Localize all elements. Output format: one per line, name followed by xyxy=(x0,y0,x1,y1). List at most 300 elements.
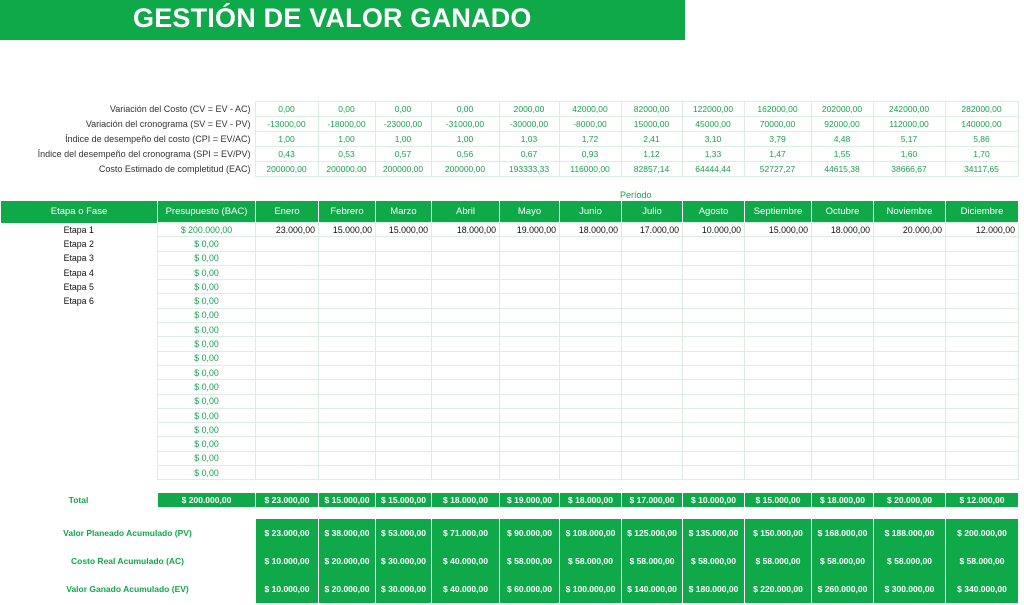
month-cell[interactable] xyxy=(376,337,432,351)
month-cell[interactable]: 17.000,00 xyxy=(622,223,683,237)
month-cell[interactable] xyxy=(946,251,1019,265)
month-cell[interactable] xyxy=(319,351,376,365)
month-cell[interactable] xyxy=(256,423,319,437)
month-cell[interactable] xyxy=(622,394,683,408)
month-cell[interactable] xyxy=(812,408,874,422)
metric-cell[interactable]: 0,67 xyxy=(499,147,559,162)
month-cell[interactable] xyxy=(874,323,946,337)
month-cell[interactable] xyxy=(622,437,683,451)
month-cell[interactable] xyxy=(560,323,622,337)
month-cell[interactable] xyxy=(319,265,376,279)
month-cell[interactable] xyxy=(874,451,946,465)
month-cell[interactable] xyxy=(560,337,622,351)
month-cell[interactable] xyxy=(946,380,1019,394)
metric-cell[interactable]: -13000,00 xyxy=(255,117,318,132)
month-cell[interactable] xyxy=(560,451,622,465)
month-cell[interactable] xyxy=(432,437,500,451)
month-cell[interactable] xyxy=(256,351,319,365)
metric-cell[interactable]: 202000,00 xyxy=(811,102,873,117)
month-cell[interactable] xyxy=(745,451,812,465)
month-cell[interactable] xyxy=(874,351,946,365)
month-cell[interactable] xyxy=(874,380,946,394)
month-cell[interactable] xyxy=(812,365,874,379)
metric-cell[interactable]: -23000,00 xyxy=(375,117,431,132)
month-cell[interactable] xyxy=(560,237,622,251)
stage-budget[interactable]: $ 0,00 xyxy=(158,380,256,394)
month-cell[interactable] xyxy=(319,323,376,337)
month-cell[interactable] xyxy=(622,337,683,351)
month-cell[interactable]: 18.000,00 xyxy=(560,223,622,237)
stage-budget[interactable]: $ 200.000,00 xyxy=(158,223,256,237)
metric-cell[interactable]: 0,00 xyxy=(431,102,499,117)
month-cell[interactable] xyxy=(745,394,812,408)
metric-cell[interactable]: 64444,44 xyxy=(682,162,744,177)
stage-budget[interactable]: $ 0,00 xyxy=(158,280,256,294)
month-cell[interactable] xyxy=(500,237,560,251)
month-cell[interactable] xyxy=(256,394,319,408)
month-cell[interactable] xyxy=(946,466,1019,480)
month-cell[interactable] xyxy=(319,423,376,437)
month-cell[interactable] xyxy=(560,351,622,365)
month-cell[interactable] xyxy=(812,351,874,365)
month-cell[interactable]: 20.000,00 xyxy=(874,223,946,237)
metric-cell[interactable]: 2,41 xyxy=(621,132,682,147)
month-cell[interactable] xyxy=(432,294,500,308)
metric-cell[interactable]: 0,00 xyxy=(375,102,431,117)
month-cell[interactable] xyxy=(560,408,622,422)
month-cell[interactable] xyxy=(500,351,560,365)
month-cell[interactable] xyxy=(745,294,812,308)
stage-name[interactable] xyxy=(1,323,158,337)
metric-cell[interactable]: 162000,00 xyxy=(744,102,811,117)
month-cell[interactable] xyxy=(946,408,1019,422)
month-cell[interactable] xyxy=(319,365,376,379)
month-cell[interactable] xyxy=(745,423,812,437)
metric-cell[interactable]: 1,00 xyxy=(318,132,375,147)
month-cell[interactable] xyxy=(256,380,319,394)
month-cell[interactable] xyxy=(376,351,432,365)
month-cell[interactable] xyxy=(874,365,946,379)
metric-cell[interactable]: 200000,00 xyxy=(431,162,499,177)
month-cell[interactable] xyxy=(319,380,376,394)
month-cell[interactable] xyxy=(560,437,622,451)
month-cell[interactable] xyxy=(874,308,946,322)
month-cell[interactable] xyxy=(500,394,560,408)
month-cell[interactable] xyxy=(256,451,319,465)
month-cell[interactable] xyxy=(319,280,376,294)
metric-cell[interactable]: 1,60 xyxy=(873,147,945,162)
month-cell[interactable] xyxy=(432,394,500,408)
month-cell[interactable] xyxy=(432,323,500,337)
month-cell[interactable] xyxy=(812,265,874,279)
stage-budget[interactable]: $ 0,00 xyxy=(158,423,256,437)
metric-cell[interactable]: 140000,00 xyxy=(945,117,1018,132)
stage-name[interactable]: Etapa 5 xyxy=(63,281,94,292)
metric-cell[interactable]: 1,70 xyxy=(945,147,1018,162)
month-cell[interactable] xyxy=(376,380,432,394)
month-cell[interactable] xyxy=(500,437,560,451)
month-cell[interactable] xyxy=(500,323,560,337)
month-cell[interactable] xyxy=(946,337,1019,351)
month-cell[interactable] xyxy=(432,408,500,422)
month-cell[interactable] xyxy=(683,323,745,337)
metric-cell[interactable]: 1,12 xyxy=(621,147,682,162)
month-cell[interactable] xyxy=(560,466,622,480)
metric-cell[interactable]: -18000,00 xyxy=(318,117,375,132)
month-cell[interactable] xyxy=(622,380,683,394)
month-cell[interactable]: 19.000,00 xyxy=(500,223,560,237)
month-cell[interactable] xyxy=(683,437,745,451)
month-cell[interactable] xyxy=(256,265,319,279)
month-cell[interactable] xyxy=(500,365,560,379)
month-cell[interactable] xyxy=(622,408,683,422)
month-cell[interactable] xyxy=(745,265,812,279)
month-cell[interactable] xyxy=(256,408,319,422)
month-cell[interactable] xyxy=(874,408,946,422)
month-cell[interactable] xyxy=(622,351,683,365)
stage-name[interactable] xyxy=(1,380,158,394)
month-cell[interactable] xyxy=(560,265,622,279)
metric-cell[interactable]: 282000,00 xyxy=(945,102,1018,117)
month-cell[interactable] xyxy=(319,437,376,451)
month-cell[interactable] xyxy=(376,423,432,437)
month-cell[interactable] xyxy=(622,265,683,279)
month-cell[interactable] xyxy=(812,308,874,322)
metric-cell[interactable]: 1,03 xyxy=(499,132,559,147)
month-cell[interactable] xyxy=(319,308,376,322)
month-cell[interactable] xyxy=(500,408,560,422)
metric-cell[interactable]: 0,57 xyxy=(375,147,431,162)
month-cell[interactable] xyxy=(256,251,319,265)
month-cell[interactable] xyxy=(432,380,500,394)
month-cell[interactable] xyxy=(376,394,432,408)
month-cell[interactable] xyxy=(256,280,319,294)
month-cell[interactable] xyxy=(622,308,683,322)
stage-budget[interactable]: $ 0,00 xyxy=(158,437,256,451)
stage-name[interactable] xyxy=(1,466,158,480)
metric-cell[interactable]: 42000,00 xyxy=(559,102,621,117)
month-cell[interactable] xyxy=(622,280,683,294)
month-cell[interactable] xyxy=(376,437,432,451)
month-cell[interactable] xyxy=(683,451,745,465)
metric-cell[interactable]: 1,47 xyxy=(744,147,811,162)
stage-budget[interactable]: $ 0,00 xyxy=(158,365,256,379)
metric-cell[interactable]: 52727,27 xyxy=(744,162,811,177)
month-cell[interactable] xyxy=(432,265,500,279)
stage-name[interactable]: Etapa 1 xyxy=(63,224,94,235)
month-cell[interactable] xyxy=(622,251,683,265)
stage-name[interactable] xyxy=(1,437,158,451)
metric-cell[interactable]: 1,00 xyxy=(255,132,318,147)
month-cell[interactable] xyxy=(812,451,874,465)
month-cell[interactable] xyxy=(812,437,874,451)
stage-budget[interactable]: $ 0,00 xyxy=(158,408,256,422)
metric-cell[interactable]: 0,00 xyxy=(255,102,318,117)
month-cell[interactable] xyxy=(946,423,1019,437)
month-cell[interactable] xyxy=(622,237,683,251)
month-cell[interactable] xyxy=(874,294,946,308)
month-cell[interactable] xyxy=(560,423,622,437)
month-cell[interactable]: 12.000,00 xyxy=(946,223,1019,237)
stage-name[interactable] xyxy=(1,408,158,422)
month-cell[interactable] xyxy=(500,380,560,394)
metric-cell[interactable]: 3,10 xyxy=(682,132,744,147)
month-cell[interactable] xyxy=(432,337,500,351)
month-cell[interactable] xyxy=(874,251,946,265)
stage-budget[interactable]: $ 0,00 xyxy=(158,308,256,322)
month-cell[interactable] xyxy=(745,323,812,337)
stage-name[interactable] xyxy=(1,351,158,365)
month-cell[interactable] xyxy=(622,323,683,337)
month-cell[interactable] xyxy=(432,308,500,322)
month-cell[interactable] xyxy=(745,365,812,379)
metric-cell[interactable]: 0,93 xyxy=(559,147,621,162)
stage-name[interactable]: Etapa 6 xyxy=(63,296,94,307)
month-cell[interactable] xyxy=(946,237,1019,251)
metric-cell[interactable]: 82000,00 xyxy=(621,102,682,117)
month-cell[interactable] xyxy=(683,280,745,294)
month-cell[interactable] xyxy=(560,251,622,265)
month-cell[interactable]: 18.000,00 xyxy=(812,223,874,237)
metric-cell[interactable]: 1,55 xyxy=(811,147,873,162)
month-cell[interactable] xyxy=(946,394,1019,408)
month-cell[interactable]: 10.000,00 xyxy=(683,223,745,237)
stage-name[interactable] xyxy=(1,337,158,351)
month-cell[interactable] xyxy=(376,408,432,422)
stage-budget[interactable]: $ 0,00 xyxy=(158,251,256,265)
month-cell[interactable] xyxy=(812,323,874,337)
stage-budget[interactable]: $ 0,00 xyxy=(158,351,256,365)
month-cell[interactable] xyxy=(256,466,319,480)
metric-cell[interactable]: 0,00 xyxy=(318,102,375,117)
month-cell[interactable] xyxy=(622,423,683,437)
month-cell[interactable] xyxy=(683,265,745,279)
month-cell[interactable] xyxy=(946,294,1019,308)
month-cell[interactable] xyxy=(946,437,1019,451)
month-cell[interactable] xyxy=(560,365,622,379)
month-cell[interactable] xyxy=(500,466,560,480)
stage-budget[interactable]: $ 0,00 xyxy=(158,294,256,308)
month-cell[interactable] xyxy=(432,466,500,480)
stage-name[interactable] xyxy=(1,423,158,437)
month-cell[interactable] xyxy=(560,294,622,308)
month-cell[interactable] xyxy=(376,451,432,465)
month-cell[interactable] xyxy=(745,408,812,422)
month-cell[interactable] xyxy=(745,237,812,251)
metric-cell[interactable]: 44615,38 xyxy=(811,162,873,177)
month-cell[interactable] xyxy=(874,394,946,408)
month-cell[interactable] xyxy=(812,466,874,480)
month-cell[interactable] xyxy=(500,265,560,279)
month-cell[interactable] xyxy=(256,437,319,451)
month-cell[interactable] xyxy=(874,265,946,279)
metric-cell[interactable]: 82857,14 xyxy=(621,162,682,177)
month-cell[interactable] xyxy=(256,237,319,251)
metric-cell[interactable]: -30000,00 xyxy=(499,117,559,132)
month-cell[interactable] xyxy=(745,466,812,480)
month-cell[interactable] xyxy=(319,394,376,408)
month-cell[interactable] xyxy=(500,337,560,351)
month-cell[interactable] xyxy=(376,323,432,337)
month-cell[interactable] xyxy=(500,251,560,265)
month-cell[interactable] xyxy=(812,337,874,351)
month-cell[interactable] xyxy=(745,380,812,394)
month-cell[interactable] xyxy=(376,280,432,294)
month-cell[interactable] xyxy=(560,380,622,394)
metric-cell[interactable]: 112000,00 xyxy=(873,117,945,132)
month-cell[interactable] xyxy=(874,423,946,437)
month-cell[interactable] xyxy=(560,280,622,294)
month-cell[interactable] xyxy=(432,351,500,365)
metric-cell[interactable]: 0,56 xyxy=(431,147,499,162)
stage-name[interactable]: Etapa 2 xyxy=(63,238,94,249)
month-cell[interactable] xyxy=(683,466,745,480)
month-cell[interactable] xyxy=(683,337,745,351)
month-cell[interactable] xyxy=(683,394,745,408)
stage-budget[interactable]: $ 0,00 xyxy=(158,323,256,337)
metric-cell[interactable]: 5,86 xyxy=(945,132,1018,147)
month-cell[interactable] xyxy=(946,280,1019,294)
month-cell[interactable] xyxy=(560,308,622,322)
month-cell[interactable] xyxy=(946,351,1019,365)
month-cell[interactable] xyxy=(432,280,500,294)
metric-cell[interactable]: 38666,67 xyxy=(873,162,945,177)
month-cell[interactable] xyxy=(946,308,1019,322)
month-cell[interactable] xyxy=(874,280,946,294)
month-cell[interactable] xyxy=(874,237,946,251)
stage-budget[interactable]: $ 0,00 xyxy=(158,466,256,480)
month-cell[interactable] xyxy=(376,265,432,279)
month-cell[interactable]: 15.000,00 xyxy=(319,223,376,237)
month-cell[interactable] xyxy=(683,251,745,265)
month-cell[interactable] xyxy=(622,466,683,480)
metric-cell[interactable]: 34117,65 xyxy=(945,162,1018,177)
month-cell[interactable] xyxy=(319,408,376,422)
stage-name[interactable]: Etapa 3 xyxy=(63,253,94,264)
month-cell[interactable] xyxy=(683,380,745,394)
month-cell[interactable] xyxy=(376,294,432,308)
month-cell[interactable] xyxy=(560,394,622,408)
month-cell[interactable] xyxy=(622,365,683,379)
metric-cell[interactable]: 92000,00 xyxy=(811,117,873,132)
month-cell[interactable] xyxy=(376,365,432,379)
metric-cell[interactable]: 193333,33 xyxy=(499,162,559,177)
month-cell[interactable] xyxy=(500,294,560,308)
month-cell[interactable] xyxy=(432,237,500,251)
month-cell[interactable] xyxy=(256,337,319,351)
month-cell[interactable] xyxy=(622,451,683,465)
metric-cell[interactable]: 1,00 xyxy=(431,132,499,147)
month-cell[interactable] xyxy=(812,251,874,265)
month-cell[interactable] xyxy=(319,451,376,465)
month-cell[interactable] xyxy=(376,466,432,480)
month-cell[interactable] xyxy=(683,408,745,422)
month-cell[interactable] xyxy=(946,323,1019,337)
metric-cell[interactable]: 0,43 xyxy=(255,147,318,162)
month-cell[interactable] xyxy=(432,451,500,465)
month-cell[interactable] xyxy=(256,294,319,308)
month-cell[interactable] xyxy=(874,466,946,480)
month-cell[interactable] xyxy=(874,437,946,451)
month-cell[interactable] xyxy=(256,308,319,322)
month-cell[interactable] xyxy=(745,351,812,365)
month-cell[interactable] xyxy=(745,251,812,265)
metric-cell[interactable]: 200000,00 xyxy=(255,162,318,177)
month-cell[interactable] xyxy=(946,365,1019,379)
metric-cell[interactable]: 0,53 xyxy=(318,147,375,162)
month-cell[interactable] xyxy=(812,380,874,394)
month-cell[interactable] xyxy=(319,237,376,251)
metric-cell[interactable]: 5,17 xyxy=(873,132,945,147)
metric-cell[interactable]: 1,72 xyxy=(559,132,621,147)
month-cell[interactable] xyxy=(745,337,812,351)
month-cell[interactable] xyxy=(500,308,560,322)
month-cell[interactable] xyxy=(683,423,745,437)
metric-cell[interactable]: 2000,00 xyxy=(499,102,559,117)
metric-cell[interactable]: 200000,00 xyxy=(375,162,431,177)
month-cell[interactable] xyxy=(376,251,432,265)
month-cell[interactable] xyxy=(745,308,812,322)
month-cell[interactable] xyxy=(500,451,560,465)
month-cell[interactable] xyxy=(500,280,560,294)
stage-name[interactable] xyxy=(1,394,158,408)
stage-budget[interactable]: $ 0,00 xyxy=(158,337,256,351)
metric-cell[interactable]: 1,00 xyxy=(375,132,431,147)
metric-cell[interactable]: 70000,00 xyxy=(744,117,811,132)
metric-cell[interactable]: 4,48 xyxy=(811,132,873,147)
stage-name[interactable] xyxy=(1,308,158,322)
month-cell[interactable] xyxy=(745,280,812,294)
stage-budget[interactable]: $ 0,00 xyxy=(158,237,256,251)
month-cell[interactable] xyxy=(256,365,319,379)
month-cell[interactable] xyxy=(812,394,874,408)
month-cell[interactable] xyxy=(683,308,745,322)
month-cell[interactable] xyxy=(319,294,376,308)
month-cell[interactable] xyxy=(432,365,500,379)
metric-cell[interactable]: 242000,00 xyxy=(873,102,945,117)
month-cell[interactable] xyxy=(319,251,376,265)
month-cell[interactable] xyxy=(946,265,1019,279)
stage-budget[interactable]: $ 0,00 xyxy=(158,394,256,408)
month-cell[interactable] xyxy=(683,294,745,308)
metric-cell[interactable]: 45000,00 xyxy=(682,117,744,132)
month-cell[interactable]: 18.000,00 xyxy=(432,223,500,237)
metric-cell[interactable]: 15000,00 xyxy=(621,117,682,132)
metric-cell[interactable]: 200000,00 xyxy=(318,162,375,177)
month-cell[interactable] xyxy=(500,423,560,437)
stage-budget[interactable]: $ 0,00 xyxy=(158,451,256,465)
month-cell[interactable] xyxy=(622,294,683,308)
month-cell[interactable] xyxy=(812,294,874,308)
stage-budget[interactable]: $ 0,00 xyxy=(158,265,256,279)
month-cell[interactable] xyxy=(319,466,376,480)
metric-cell[interactable]: 1,33 xyxy=(682,147,744,162)
month-cell[interactable] xyxy=(683,237,745,251)
month-cell[interactable] xyxy=(946,451,1019,465)
metric-cell[interactable]: -8000,00 xyxy=(559,117,621,132)
month-cell[interactable] xyxy=(683,365,745,379)
metric-cell[interactable]: 3,79 xyxy=(744,132,811,147)
month-cell[interactable] xyxy=(256,323,319,337)
month-cell[interactable] xyxy=(376,308,432,322)
month-cell[interactable]: 15.000,00 xyxy=(376,223,432,237)
month-cell[interactable] xyxy=(319,337,376,351)
month-cell[interactable] xyxy=(745,437,812,451)
month-cell[interactable] xyxy=(432,251,500,265)
month-cell[interactable] xyxy=(683,351,745,365)
month-cell[interactable] xyxy=(376,237,432,251)
metric-cell[interactable]: -31000,00 xyxy=(431,117,499,132)
